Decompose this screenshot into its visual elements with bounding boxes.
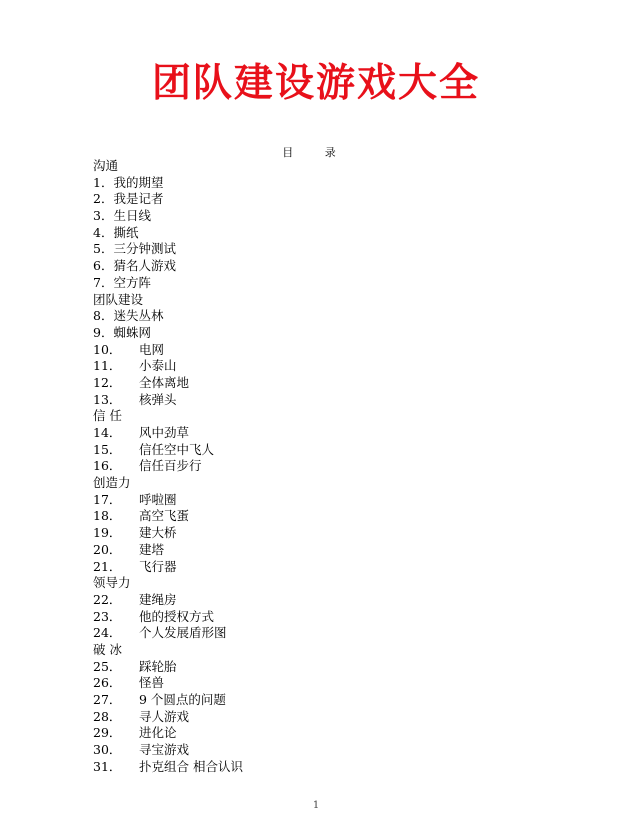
section-label: 团队建设 — [93, 291, 144, 307]
toc-entry-text: 空方阵 — [113, 274, 151, 290]
toc-entry — [93, 275, 513, 292]
toc-entry-number: 1． — [93, 174, 114, 190]
toc-entry-text: 蜘蛛网 — [113, 324, 151, 340]
toc-entry-text: 9 个圆点的问题 — [139, 692, 226, 707]
toc-entry — [93, 542, 513, 559]
toc-entry-text: 他的授权方式 — [139, 608, 215, 624]
toc-entry — [93, 492, 513, 509]
toc-entry — [93, 308, 513, 325]
toc-entry-text: 扑克组合 相合认识 — [139, 758, 243, 774]
toc-entry-text: 踩轮胎 — [139, 658, 177, 674]
toc-entry — [93, 458, 513, 475]
toc-entry-number: 7． — [93, 274, 114, 290]
toc-entry — [93, 725, 513, 742]
toc-entry-number: 3． — [93, 208, 114, 224]
toc-entry-text: 迷失丛林 — [113, 308, 164, 324]
toc-entry-number: 19． — [93, 525, 122, 541]
section-label: 创造力 — [93, 475, 131, 491]
toc-entry-number: 13． — [93, 391, 122, 407]
toc-entry-number: 24． — [93, 625, 122, 641]
toc-entry — [93, 425, 513, 442]
toc-heading: 目 录 — [282, 146, 350, 159]
toc-entry-text: 建大桥 — [139, 525, 177, 541]
toc-entry — [93, 442, 513, 459]
toc-entry-number: 17． — [93, 491, 122, 507]
toc-entry-number: 23． — [93, 608, 122, 624]
toc-entry-number: 4． — [93, 224, 114, 240]
toc-entry-text: 我的期望 — [113, 174, 164, 190]
toc-entry — [93, 742, 513, 759]
toc-entry-text: 撕纸 — [113, 224, 139, 240]
toc-entry-text: 高空飞蛋 — [139, 508, 190, 524]
toc-entry-number: 2． — [93, 191, 114, 207]
toc-entry-number: 8． — [93, 308, 114, 324]
toc-entry-text: 信任空中飞人 — [139, 441, 215, 457]
toc-entry — [93, 609, 513, 626]
section-label: 信 任 — [93, 408, 122, 424]
toc-entry — [93, 675, 513, 692]
section-label: 沟通 — [93, 158, 119, 173]
toc-entry-text: 进化论 — [139, 725, 177, 741]
toc-entry — [93, 258, 513, 275]
toc-entry — [93, 191, 513, 208]
toc-entry-text: 风中劲草 — [139, 425, 190, 440]
toc-entry-text: 信任百步行 — [139, 458, 202, 474]
toc-entry — [93, 325, 513, 342]
toc-section-heading — [93, 408, 513, 425]
toc-entry-number: 22． — [93, 591, 122, 607]
toc-entry — [93, 358, 513, 375]
toc-entry-number: 6． — [93, 258, 114, 274]
toc-entry — [93, 625, 513, 642]
toc-entry-number: 12． — [93, 374, 122, 390]
toc-section-heading — [93, 575, 513, 592]
toc-entry — [93, 692, 513, 709]
toc-entry — [93, 392, 513, 409]
toc-entry — [93, 559, 513, 576]
toc-entry-number: 26． — [93, 675, 122, 691]
toc-entry — [93, 225, 513, 242]
toc-entry — [93, 375, 513, 392]
toc-entry-number: 11． — [93, 358, 122, 374]
toc-entry — [93, 525, 513, 542]
toc-section-heading — [93, 475, 513, 492]
toc-entry-text: 电网 — [139, 341, 165, 357]
section-label: 破 冰 — [93, 641, 122, 657]
toc-entry-text: 建塔 — [139, 541, 165, 557]
toc-entry-text: 全体离地 — [139, 374, 190, 390]
toc-entry-number: 10． — [93, 341, 122, 357]
toc-entry — [93, 175, 513, 192]
toc-entry-number: 5． — [93, 241, 114, 257]
toc-entry-number: 14． — [93, 425, 122, 440]
toc-entry — [93, 342, 513, 359]
toc-entry-text: 核弹头 — [139, 391, 177, 407]
toc-entry — [93, 592, 513, 609]
toc-entry-number: 25． — [93, 658, 122, 674]
toc-entry-text: 生日线 — [113, 208, 151, 224]
toc-entry-text: 三分钟测试 — [113, 241, 176, 257]
toc-entry — [93, 759, 513, 776]
toc-entry — [93, 508, 513, 525]
page-number: 1 — [312, 800, 320, 811]
toc-entry — [93, 709, 513, 726]
toc-entry-number: 16． — [93, 458, 122, 474]
toc-entry-number: 21． — [93, 558, 122, 574]
toc-section-heading — [93, 292, 513, 309]
toc-entry-text: 我是记者 — [113, 191, 164, 207]
toc-section-heading — [93, 158, 513, 175]
section-label: 领导力 — [93, 575, 131, 591]
document-title: 团队建设游戏大全 — [151, 60, 480, 106]
toc-entry-text: 寻宝游戏 — [139, 742, 190, 758]
toc-entry-number: 15． — [93, 441, 122, 457]
toc-entry-text: 猜名人游戏 — [113, 258, 176, 274]
toc-entry-text: 怪兽 — [139, 675, 165, 691]
toc-entry-number: 27． — [93, 692, 122, 707]
toc-entry — [93, 208, 513, 225]
toc-entry-number: 31． — [93, 758, 122, 774]
toc-entry-number: 18． — [93, 508, 122, 524]
toc-entry-text: 飞行器 — [139, 558, 177, 574]
toc-entry-text: 寻人游戏 — [139, 708, 190, 724]
toc-entry — [93, 241, 513, 258]
toc-entry-text: 小泰山 — [139, 358, 177, 374]
toc-entry — [93, 659, 513, 676]
toc-entry-number: 28． — [93, 708, 122, 724]
table-of-contents — [93, 158, 513, 775]
toc-entry-text: 个人发展盾形图 — [139, 625, 227, 641]
toc-entry-text: 建绳房 — [139, 591, 177, 607]
toc-entry-number: 9． — [93, 324, 114, 340]
toc-entry-number: 20． — [93, 541, 122, 557]
toc-section-heading — [93, 642, 513, 659]
toc-entry-text: 呼啦圈 — [139, 491, 177, 507]
toc-entry-number: 30． — [93, 742, 122, 758]
toc-entry-number: 29． — [93, 725, 122, 741]
